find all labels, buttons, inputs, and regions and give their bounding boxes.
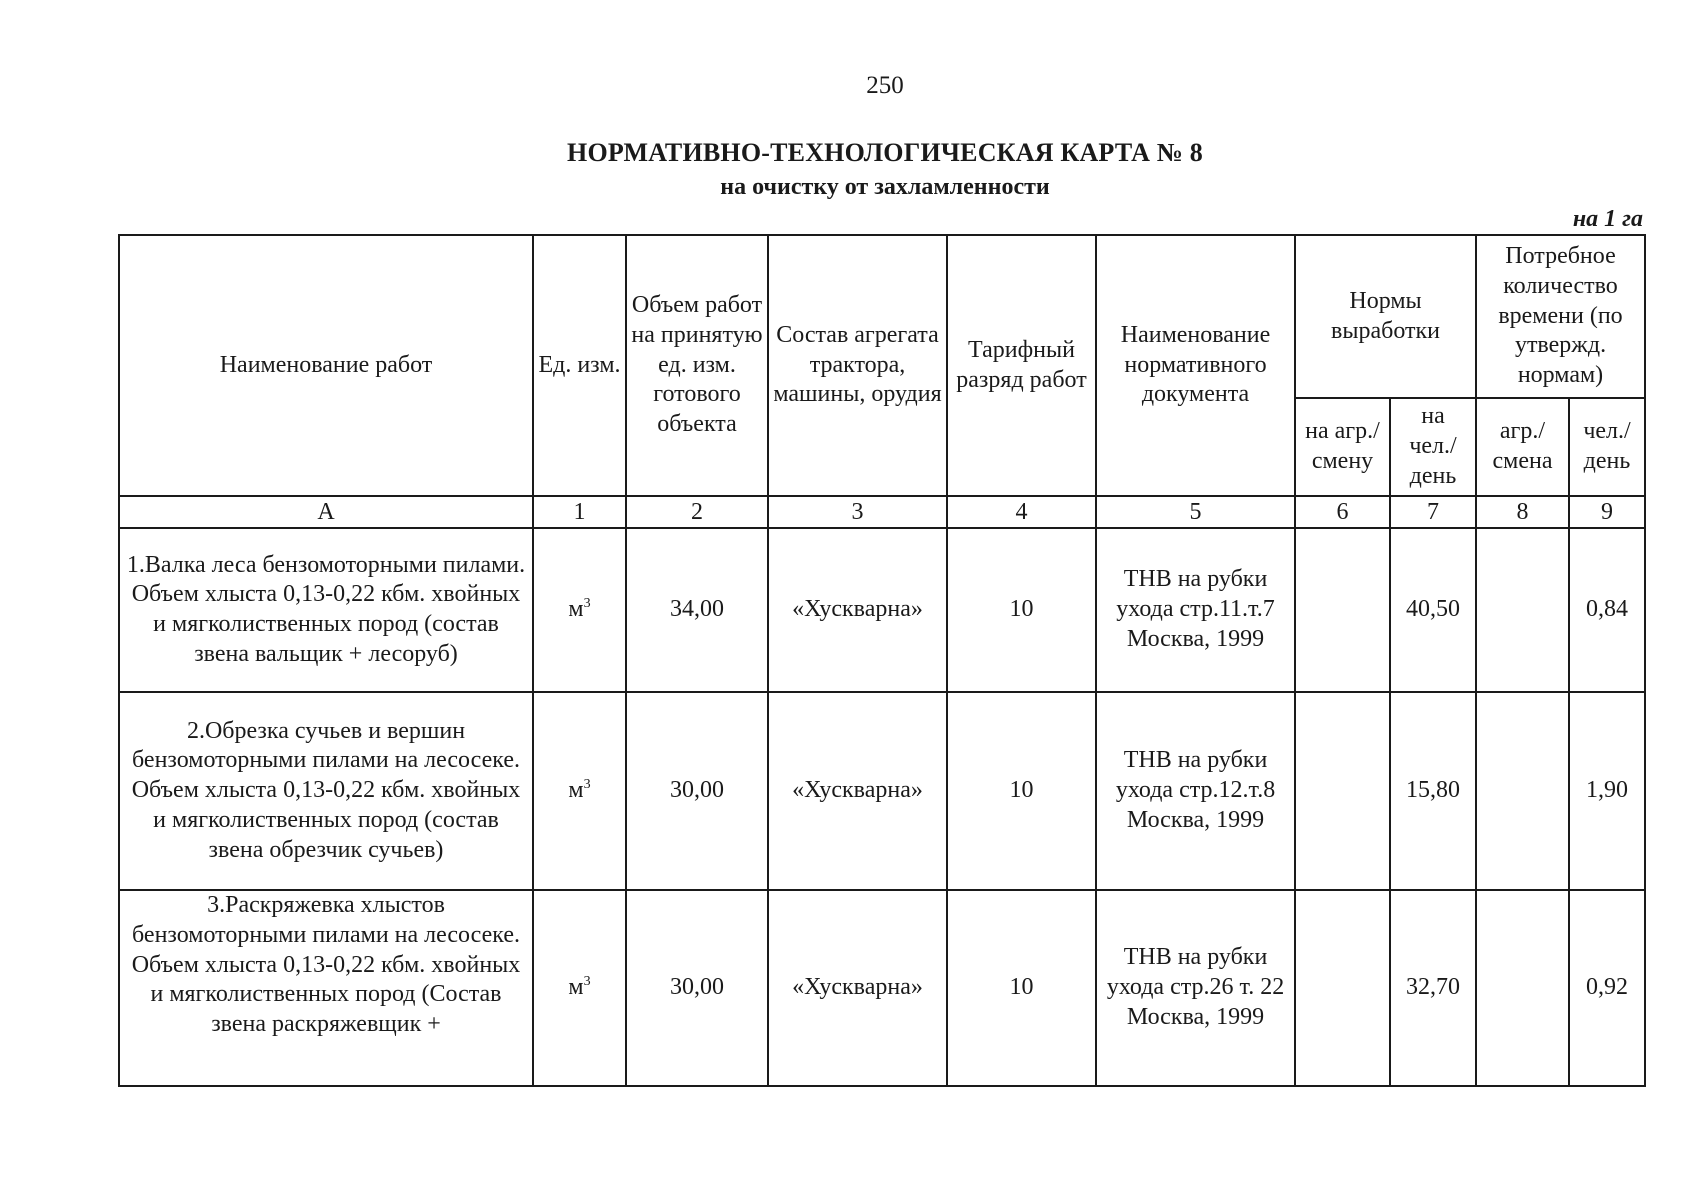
unit-superscript: 3 <box>583 777 591 793</box>
cell-composition: «Хускварна» <box>768 528 947 692</box>
cell-norm-agr <box>1295 692 1390 890</box>
column-number: 8 <box>1476 496 1569 528</box>
cell-volume: 30,00 <box>626 890 768 1086</box>
header-tariff: Тарифный разряд работ <box>947 235 1096 496</box>
column-number: А <box>119 496 533 528</box>
cell-unit <box>533 692 626 890</box>
cell-time-man: 0,92 <box>1569 890 1645 1086</box>
cell-tariff: 10 <box>947 890 1096 1086</box>
header-composition: Состав агрегата трактора, машины, орудия <box>768 235 947 496</box>
document-subtitle: на очистку от захламленности <box>720 174 1050 200</box>
cell-composition: «Хускварна» <box>768 890 947 1086</box>
work-name-text: 3.Раскряжевка хлыстов бензомоторными пилами на лесосеке. Объем хлыста 0,13-0,22 кбм. хвойных и мягколиственных пород (Состав звена раскряжевщик + <box>131 892 521 1037</box>
cell-volume: 30,00 <box>626 692 768 890</box>
cell-norm-man: 15,80 <box>1390 692 1476 890</box>
unit-text: м <box>568 974 584 1001</box>
column-number-row <box>119 496 1645 528</box>
column-number: 4 <box>947 496 1096 528</box>
column-number: 6 <box>1295 496 1390 528</box>
cell-norm-man: 32,70 <box>1390 890 1476 1086</box>
header-time-required: Потребное количество времени (по утвержд. нормам) <box>1476 235 1645 398</box>
cell-time-man: 1,90 <box>1569 692 1645 890</box>
cell-tariff: 10 <box>947 692 1096 890</box>
cell-composition: «Хускварна» <box>768 692 947 890</box>
cell-unit <box>533 528 626 692</box>
cell-norm-man: 40,50 <box>1390 528 1476 692</box>
cell-norm-agr <box>1295 528 1390 692</box>
header-norms-man: на чел./ день <box>1390 398 1476 496</box>
cell-time-man: 0,84 <box>1569 528 1645 692</box>
column-number: 3 <box>768 496 947 528</box>
header-volume: Объем работ на принятую ед. изм. готового объекта <box>626 235 768 496</box>
cell-work-name: 1.Валка леса бензомоторными пилами. Объем хлыста 0,13-0,22 кбм. хвойных и мягколиственных пород (состав звена вальщик + лесоруб) <box>119 528 533 692</box>
table-row <box>119 890 1645 1086</box>
cell-time-agr <box>1476 528 1569 692</box>
header-time-agr: агр./ смена <box>1476 398 1569 496</box>
header-work-name: Наименование работ <box>119 235 533 496</box>
cell-document: ТНВ на рубки ухода стр.26 т. 22 Москва, 1999 <box>1096 890 1295 1086</box>
unit-superscript: 3 <box>583 974 591 990</box>
column-number: 5 <box>1096 496 1295 528</box>
table-row <box>119 692 1645 890</box>
column-number: 9 <box>1569 496 1645 528</box>
cell-document: ТНВ на рубки ухода стр.11.т.7 Москва, 1999 <box>1096 528 1295 692</box>
norm-table <box>118 234 1646 1087</box>
unit-text: м <box>568 596 584 623</box>
column-number: 7 <box>1390 496 1476 528</box>
header-unit: Ед. изм. <box>533 235 626 496</box>
cell-document: ТНВ на рубки ухода стр.12.т.8 Москва, 1999 <box>1096 692 1295 890</box>
header-norms-agr: на агр./ смену <box>1295 398 1390 496</box>
unit-superscript: 3 <box>583 596 591 612</box>
unit-text: м <box>568 777 584 804</box>
header-document: Наименование нормативного документа <box>1096 235 1295 496</box>
cell-unit <box>533 890 626 1086</box>
page-number: 250 <box>866 72 904 99</box>
column-number: 2 <box>626 496 768 528</box>
column-number: 1 <box>533 496 626 528</box>
cell-time-agr <box>1476 890 1569 1086</box>
unit-note: на 1 га <box>1572 206 1643 232</box>
table-row <box>119 528 1645 692</box>
header-norms: Нормы выработки <box>1295 235 1476 398</box>
header-row <box>119 235 1645 398</box>
header-time-man: чел./ день <box>1569 398 1645 496</box>
cell-norm-agr <box>1295 890 1390 1086</box>
cell-time-agr <box>1476 692 1569 890</box>
cell-work-name: 2.Обрезка сучьев и вершин бензомоторными пилами на лесосеке. Объем хлыста 0,13-0,22 кбм. хвойных и мягколиственных пород (состав звена обрезчик сучьев) <box>119 692 533 890</box>
cell-work-name <box>119 890 533 1086</box>
cell-volume: 34,00 <box>626 528 768 692</box>
cell-tariff: 10 <box>947 528 1096 692</box>
document-title: НОРМАТИВНО-ТЕХНОЛОГИЧЕСКАЯ КАРТА № 8 <box>567 138 1203 167</box>
